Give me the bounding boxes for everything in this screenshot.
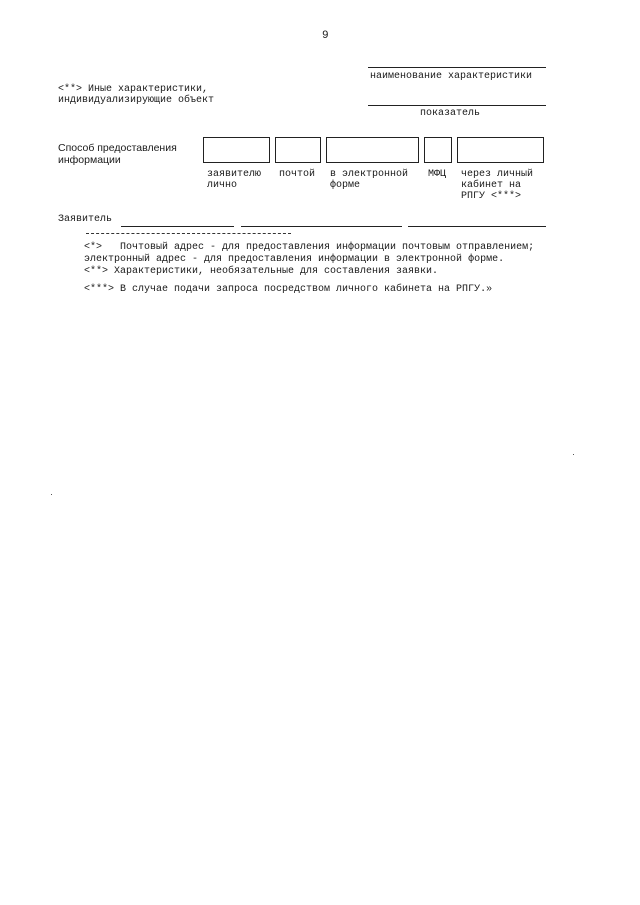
option-label-rpgu-line3: РПГУ <***> bbox=[461, 191, 522, 202]
applicant-label: Заявитель bbox=[58, 214, 113, 225]
applicant-signature-line[interactable] bbox=[121, 226, 234, 227]
option-box-mfc[interactable] bbox=[424, 137, 452, 163]
characteristics-label-line2: индивидуализирующие объект bbox=[58, 95, 215, 106]
characteristic-value-caption: показатель bbox=[420, 108, 481, 119]
option-label-in-person-line2: лично bbox=[207, 180, 238, 191]
option-label-rpgu-line2: кабинет на bbox=[461, 180, 522, 191]
applicant-date-line[interactable] bbox=[408, 226, 546, 227]
option-box-electronic[interactable] bbox=[326, 137, 419, 163]
applicant-name-line[interactable] bbox=[241, 226, 402, 227]
delivery-label-line2: информации bbox=[58, 154, 121, 166]
option-label-mfc: МФЦ bbox=[428, 169, 447, 180]
footnote-1-line2: электронный адрес - для предоставления информации в электронной форме. bbox=[84, 254, 505, 265]
scan-speck bbox=[573, 454, 574, 455]
characteristic-name-line[interactable] bbox=[368, 67, 546, 68]
option-box-post[interactable] bbox=[275, 137, 321, 163]
page-number: 9 bbox=[322, 30, 329, 42]
option-box-rpgu[interactable] bbox=[457, 137, 544, 163]
option-label-electronic-line1: в электронной bbox=[330, 169, 409, 180]
footnote-1-line1: <*> Почтовый адрес - для предоставления информации почтовым отправлением; bbox=[84, 242, 535, 253]
option-label-electronic-line2: форме bbox=[330, 180, 361, 191]
footnote-3: <***> В случае подачи запроса посредством личного кабинета на РПГУ.» bbox=[84, 284, 493, 295]
footnote-separator bbox=[86, 233, 291, 234]
characteristic-name-caption: наименование характеристики bbox=[370, 71, 533, 82]
option-label-in-person-line1: заявителю bbox=[207, 169, 262, 180]
characteristic-value-line[interactable] bbox=[368, 105, 546, 106]
characteristics-label-line1: <**> Иные характеристики, bbox=[58, 84, 209, 95]
scan-speck bbox=[51, 494, 52, 495]
delivery-label-line1: Способ предоставления bbox=[58, 142, 177, 154]
option-label-rpgu-line1: через личный bbox=[461, 169, 534, 180]
option-label-post: почтой bbox=[279, 169, 316, 180]
footnote-2: <**> Характеристики, необязательные для составления заявки. bbox=[84, 266, 439, 277]
option-box-in-person[interactable] bbox=[203, 137, 270, 163]
